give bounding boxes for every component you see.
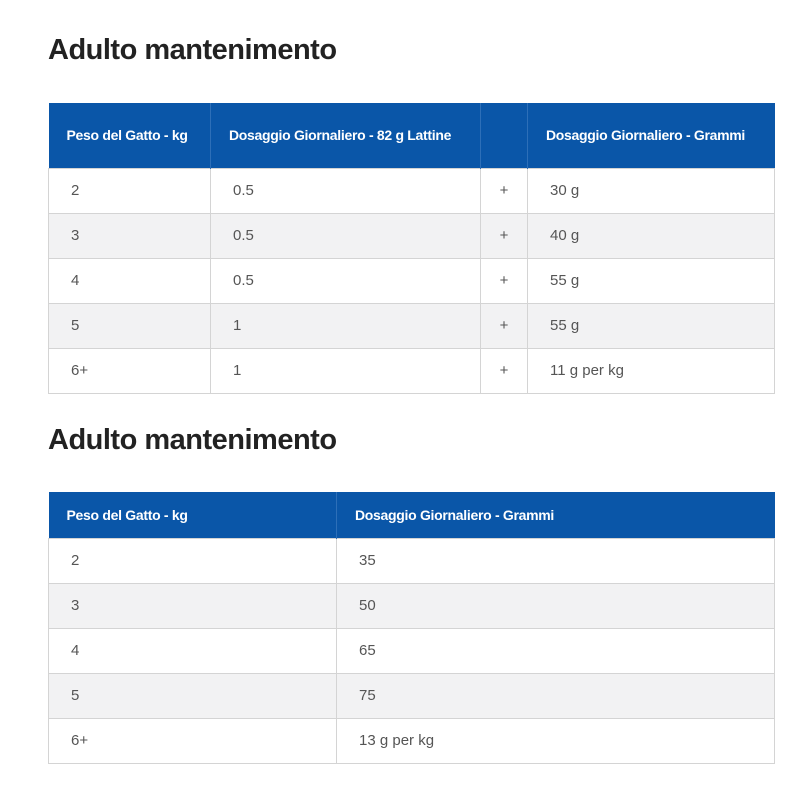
cell-weight: 3 bbox=[49, 583, 337, 628]
cell-plus: + bbox=[481, 213, 528, 258]
cell-weight: 3 bbox=[49, 213, 211, 258]
cell-weight: 2 bbox=[49, 538, 337, 583]
table-row bbox=[49, 258, 775, 303]
table-row bbox=[49, 303, 775, 348]
dosage-table-grams bbox=[48, 492, 775, 764]
cell-weight: 4 bbox=[49, 628, 337, 673]
cell-grams: 30 g bbox=[528, 168, 775, 213]
cell-grams: 13 g per kg bbox=[337, 718, 775, 763]
cell-plus: + bbox=[481, 168, 528, 213]
cell-weight: 5 bbox=[49, 303, 211, 348]
cell-cans: 0.5 bbox=[211, 168, 481, 213]
cell-cans: 1 bbox=[211, 303, 481, 348]
table-row bbox=[49, 168, 775, 213]
cell-grams: 65 bbox=[337, 628, 775, 673]
cell-weight: 6+ bbox=[49, 718, 337, 763]
table-row bbox=[49, 628, 775, 673]
cell-cans: 1 bbox=[211, 348, 481, 393]
table-row bbox=[49, 213, 775, 258]
header-cat-weight: Peso del Gatto - kg bbox=[49, 492, 337, 538]
table-header-row bbox=[49, 103, 775, 168]
cell-weight: 4 bbox=[49, 258, 211, 303]
cell-plus: + bbox=[481, 348, 528, 393]
cell-weight: 5 bbox=[49, 673, 337, 718]
section-title: Adulto mantenimento bbox=[48, 424, 337, 456]
cell-plus: + bbox=[481, 303, 528, 348]
header-plus-column bbox=[481, 103, 528, 168]
header-daily-dose-grams: Dosaggio Giornaliero - Grammi bbox=[337, 492, 775, 538]
cell-cans: 0.5 bbox=[211, 213, 481, 258]
header-daily-dose-grams: Dosaggio Giornaliero - Grammi bbox=[528, 103, 775, 168]
cell-plus: + bbox=[481, 258, 528, 303]
cell-grams: 50 bbox=[337, 583, 775, 628]
table-header-row bbox=[49, 492, 775, 538]
cell-grams: 55 g bbox=[528, 258, 775, 303]
header-daily-dose-cans: Dosaggio Giornaliero - 82 g Lattine bbox=[211, 103, 481, 168]
cell-grams: 11 g per kg bbox=[528, 348, 775, 393]
section-title: Adulto mantenimento bbox=[48, 34, 337, 66]
table-row bbox=[49, 673, 775, 718]
cell-grams: 75 bbox=[337, 673, 775, 718]
cell-weight: 6+ bbox=[49, 348, 211, 393]
table-row bbox=[49, 583, 775, 628]
dosage-table-cans bbox=[48, 103, 775, 394]
table-row bbox=[49, 538, 775, 583]
cell-grams: 55 g bbox=[528, 303, 775, 348]
cell-cans: 0.5 bbox=[211, 258, 481, 303]
header-cat-weight: Peso del Gatto - kg bbox=[49, 103, 211, 168]
table-row bbox=[49, 348, 775, 393]
cell-grams: 40 g bbox=[528, 213, 775, 258]
table-row bbox=[49, 718, 775, 763]
cell-weight: 2 bbox=[49, 168, 211, 213]
cell-grams: 35 bbox=[337, 538, 775, 583]
